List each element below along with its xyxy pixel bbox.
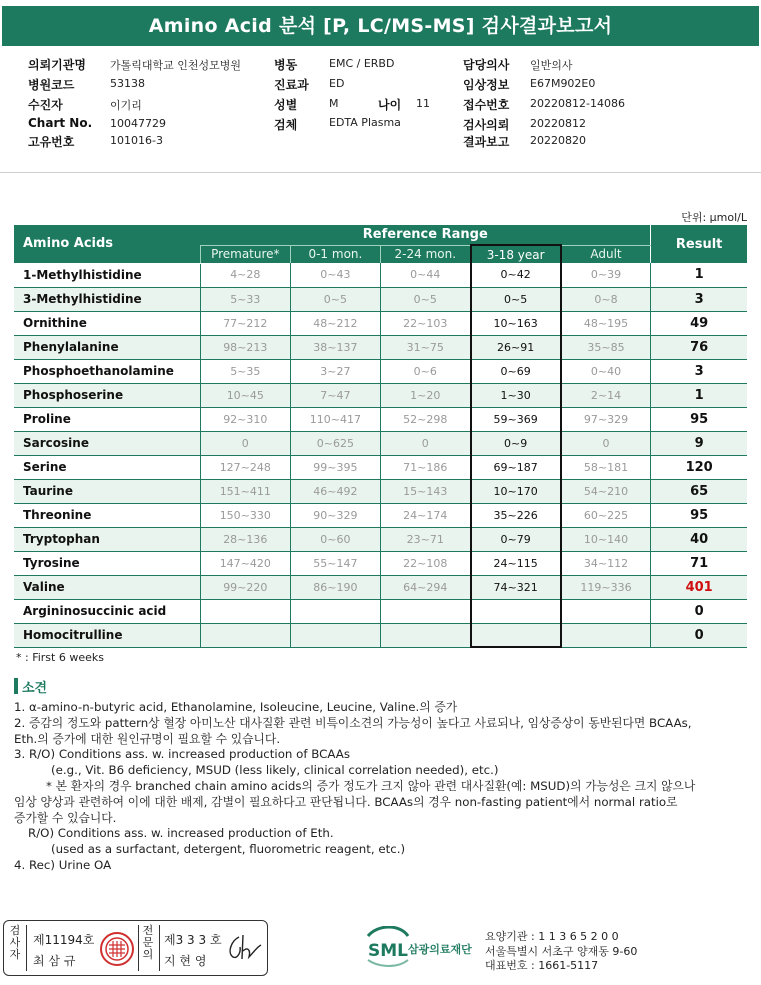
reference-range-cell: 2~14 xyxy=(561,383,651,407)
comment-line: R/O) Conditions ass. w. increased production of Eth. xyxy=(28,826,334,841)
reference-range-cell: 23~71 xyxy=(380,527,470,551)
reference-range-cell: 26~91 xyxy=(471,335,561,359)
reference-range-cell: 5~35 xyxy=(200,359,290,383)
dept-label: 진료과 xyxy=(274,78,309,92)
reference-range-cell: 99~220 xyxy=(200,575,290,599)
reference-range-cell xyxy=(471,623,561,647)
reference-range-cell: 86~190 xyxy=(290,575,380,599)
reference-range-cell: 0~5 xyxy=(290,287,380,311)
svg-text:SML: SML xyxy=(368,941,408,961)
institution-value: 가톨릭대학교 인천성모병원 xyxy=(110,59,242,72)
col-amino-acids: Amino Acids xyxy=(14,225,200,263)
request-label: 검사의뢰 xyxy=(463,118,510,132)
reference-range-cell xyxy=(290,623,380,647)
reference-range-cell: 90~329 xyxy=(290,503,380,527)
reference-range-cell: 0~40 xyxy=(561,359,651,383)
clinical-label: 임상정보 xyxy=(463,78,510,92)
reference-range-cell xyxy=(561,623,651,647)
reference-range-cell: 0~42 xyxy=(471,263,561,287)
tester-name: 최 삼 규 xyxy=(33,954,76,968)
table-row xyxy=(14,575,747,599)
reference-range-cell: 0 xyxy=(380,431,470,455)
reference-range-cell: 10~140 xyxy=(561,527,651,551)
col-result: Result xyxy=(651,225,747,263)
reference-range-cell: 0~5 xyxy=(380,287,470,311)
reference-range-cell xyxy=(290,599,380,623)
amino-acid-name: Tyrosine xyxy=(14,551,200,575)
amino-acid-name: Valine xyxy=(14,575,200,599)
result-value: 3 xyxy=(651,287,747,311)
result-value: 95 xyxy=(651,407,747,431)
reference-range-cell: 46~492 xyxy=(290,479,380,503)
table-row xyxy=(14,479,747,503)
sub-3-18-year: 3-18 year xyxy=(471,245,561,263)
recipient-label: 수진자 xyxy=(28,98,63,112)
amino-acid-name: Argininosuccinic acid xyxy=(14,599,200,623)
reference-range-cell: 0 xyxy=(200,431,290,455)
chart-no-value: 10047729 xyxy=(110,117,166,130)
result-value: 120 xyxy=(651,455,747,479)
result-value: 95 xyxy=(651,503,747,527)
reference-range-cell: 58~181 xyxy=(561,455,651,479)
comment-line: 1. α-amino-n-butyric acid, Ethanolamine, Isoleucine, Leucine, Valine.의 증가 xyxy=(14,700,458,714)
sub-0-1-mon: 0-1 mon. xyxy=(290,245,380,263)
signature-icon xyxy=(223,931,265,963)
reference-range-cell: 0~43 xyxy=(290,263,380,287)
amino-acid-name: Sarcosine xyxy=(14,431,200,455)
reference-range-cell: 3~27 xyxy=(290,359,380,383)
comment-line: * 본 환자의 경우 branched chain amino acids의 증가 정도가 크지 않아 관련 대사질환(예: MSUD)의 가능성은 크지 않으나 xyxy=(46,778,696,793)
specimen-value: EDTA Plasma xyxy=(329,116,401,129)
section-title xyxy=(14,677,47,696)
tester-label: 검사자 xyxy=(9,924,21,961)
reference-range-cell xyxy=(471,599,561,623)
sex-value: M xyxy=(329,97,339,110)
hospital-code-value: 53138 xyxy=(110,77,145,90)
report-title: Amino Acid 분석 [P, LC/MS-MS] 검사결과보고서 xyxy=(2,6,759,46)
comment-line: Eth.의 증가에 대한 원인규명이 필요할 수 있습니다. xyxy=(14,731,281,746)
reference-range-cell: 0~79 xyxy=(471,527,561,551)
table-row xyxy=(14,431,747,455)
reference-range-cell: 38~137 xyxy=(290,335,380,359)
table-row xyxy=(14,407,747,431)
amino-acid-name: Serine xyxy=(14,455,200,479)
signature-box xyxy=(3,920,268,976)
sex-label: 성별 xyxy=(274,98,298,112)
doctor-label: 담당의사 xyxy=(463,58,510,72)
institution-label: 의뢰기관명 xyxy=(28,58,86,72)
table-row xyxy=(14,455,747,479)
header-band xyxy=(0,0,761,50)
result-value: 401 xyxy=(651,575,747,599)
reference-range-cell: 48~195 xyxy=(561,311,651,335)
reference-range-cell: 34~112 xyxy=(561,551,651,575)
lab-code: 요양기관 : 1 1 3 6 5 2 0 0 xyxy=(485,930,619,943)
reference-range-cell: 92~310 xyxy=(200,407,290,431)
reference-range-cell: 127~248 xyxy=(200,455,290,479)
receipt-label: 접수번호 xyxy=(463,98,510,112)
dept-value: ED xyxy=(329,77,345,90)
reference-range-cell: 0~69 xyxy=(471,359,561,383)
reference-range-cell: 147~420 xyxy=(200,551,290,575)
divider xyxy=(159,925,160,971)
comment-line: 3. R/O) Conditions ass. w. increased production of BCAAs xyxy=(14,747,351,762)
reference-range-cell xyxy=(561,599,651,623)
chart-no-label: Chart No. xyxy=(28,116,93,130)
reference-range-cell: 0~60 xyxy=(290,527,380,551)
reference-range-cell: 24~174 xyxy=(380,503,470,527)
unique-no-value: 101016-3 xyxy=(110,134,163,147)
result-value: 1 xyxy=(651,263,747,287)
table-row xyxy=(14,623,747,647)
table-row xyxy=(14,335,747,359)
footnote: * : First 6 weeks xyxy=(16,651,104,664)
specialist-name: 지 현 영 xyxy=(164,954,207,968)
reference-range-cell: 59~369 xyxy=(471,407,561,431)
reference-range-cell: 28~136 xyxy=(200,527,290,551)
reference-range-cell: 22~108 xyxy=(380,551,470,575)
table-row xyxy=(14,287,747,311)
reference-range-cell: 74~321 xyxy=(471,575,561,599)
table-row xyxy=(14,599,747,623)
amino-acid-name: Phenylalanine xyxy=(14,335,200,359)
amino-acid-table xyxy=(14,225,747,648)
reference-range-cell xyxy=(200,623,290,647)
reference-range-cell: 10~45 xyxy=(200,383,290,407)
reference-range-cell: 5~33 xyxy=(200,287,290,311)
seal-icon xyxy=(99,931,135,967)
table-row xyxy=(14,263,747,287)
reference-range-cell: 55~147 xyxy=(290,551,380,575)
reference-range-cell: 0 xyxy=(561,431,651,455)
divider xyxy=(26,925,27,971)
patient-info xyxy=(0,56,761,156)
amino-acid-name: Taurine xyxy=(14,479,200,503)
col-reference-range: Reference Range xyxy=(200,225,651,245)
result-value: 40 xyxy=(651,527,747,551)
reference-range-cell: 0~6 xyxy=(380,359,470,383)
amino-acid-name: Homocitrulline xyxy=(14,623,200,647)
tester-license-no: 제11194호 xyxy=(33,933,95,947)
result-value: 49 xyxy=(651,311,747,335)
comment-line: (e.g., Vit. B6 deficiency, MSUD (less likely, clinical correlation needed), etc.) xyxy=(51,763,499,778)
sub-premature: Premature* xyxy=(200,245,290,263)
reference-range-cell: 69~187 xyxy=(471,455,561,479)
reference-range-cell: 98~213 xyxy=(200,335,290,359)
comment-line: (used as a surfactant, detergent, fluorometric reagent, etc.) xyxy=(51,842,406,857)
reference-range-cell: 64~294 xyxy=(380,575,470,599)
amino-acid-name: Tryptophan xyxy=(14,527,200,551)
comments xyxy=(14,700,749,874)
reference-range-cell: 31~75 xyxy=(380,335,470,359)
result-value: 3 xyxy=(651,359,747,383)
section-title-text: 소견 xyxy=(22,681,48,696)
reference-range-cell: 0~8 xyxy=(561,287,651,311)
reference-range-cell: 0~5 xyxy=(471,287,561,311)
table-row xyxy=(14,551,747,575)
result-value: 1 xyxy=(651,383,747,407)
reference-range-cell: 1~30 xyxy=(471,383,561,407)
reference-range-cell xyxy=(380,623,470,647)
result-value: 65 xyxy=(651,479,747,503)
result-value: 9 xyxy=(651,431,747,455)
reference-range-cell: 0~44 xyxy=(380,263,470,287)
result-value: 0 xyxy=(651,623,747,647)
reference-range-cell: 24~115 xyxy=(471,551,561,575)
reference-range-cell: 0~9 xyxy=(471,431,561,455)
divider xyxy=(138,925,139,971)
amino-acid-name: 1-Methylhistidine xyxy=(14,263,200,287)
result-value: 71 xyxy=(651,551,747,575)
request-value: 20220812 xyxy=(530,117,586,130)
amino-acid-name: Phosphoserine xyxy=(14,383,200,407)
reference-range-cell: 35~226 xyxy=(471,503,561,527)
hospital-code-label: 병원코드 xyxy=(28,78,75,92)
age-label: 나이 xyxy=(378,98,402,112)
lab-info xyxy=(485,930,637,974)
table-row xyxy=(14,527,747,551)
amino-acid-name: Phosphoethanolamine xyxy=(14,359,200,383)
reference-range-cell: 1~20 xyxy=(380,383,470,407)
table-row xyxy=(14,359,747,383)
reference-range-cell: 97~329 xyxy=(561,407,651,431)
reference-range-cell: 119~336 xyxy=(561,575,651,599)
receipt-value: 20220812-14086 xyxy=(530,97,625,110)
comment-line: 4. Rec) Urine OA xyxy=(14,857,112,872)
ward-label: 병동 xyxy=(274,58,298,72)
comment-line: 임상 양상과 관련하여 이에 대한 배제, 감별이 필요하다고 판단됩니다. BCAAs의 경우 non-fasting patient에서 normal ratio로 xyxy=(14,794,678,809)
clinical-value: E67M902E0 xyxy=(530,77,596,90)
reference-range-cell: 10~163 xyxy=(471,311,561,335)
age-value: 11 xyxy=(416,97,430,110)
report-value: 20220820 xyxy=(530,134,586,147)
specialist-license-no: 제3 3 3 호 xyxy=(164,933,222,947)
reference-range-cell: 52~298 xyxy=(380,407,470,431)
report-label: 결과보고 xyxy=(463,135,510,149)
result-value: 76 xyxy=(651,335,747,359)
reference-range-cell: 54~210 xyxy=(561,479,651,503)
reference-range-cell: 99~395 xyxy=(290,455,380,479)
reference-range-cell: 48~212 xyxy=(290,311,380,335)
amino-acid-name: Ornithine xyxy=(14,311,200,335)
reference-range-cell: 7~47 xyxy=(290,383,380,407)
reference-range-cell: 4~28 xyxy=(200,263,290,287)
comment-line: 증가할 수 있습니다. xyxy=(14,810,117,825)
specimen-label: 검체 xyxy=(274,118,298,132)
lab-address: 서울특별시 서초구 양재동 9-60 xyxy=(485,944,638,958)
recipient-value: 이기리 xyxy=(110,99,142,112)
doctor-value: 일반의사 xyxy=(530,59,573,72)
lab-phone: 대표번호 : 1661-5117 xyxy=(485,959,599,972)
amino-acid-name: Threonine xyxy=(14,503,200,527)
sub-adult: Adult xyxy=(561,245,651,263)
reference-range-cell: 0~625 xyxy=(290,431,380,455)
amino-acid-name: 3-Methylhistidine xyxy=(14,287,200,311)
sub-2-24-mon: 2-24 mon. xyxy=(380,245,470,263)
reference-range-cell xyxy=(380,599,470,623)
unique-no-label: 고유번호 xyxy=(28,135,75,149)
reference-range-cell: 15~143 xyxy=(380,479,470,503)
reference-range-cell xyxy=(200,599,290,623)
reference-range-cell: 77~212 xyxy=(200,311,290,335)
lab-name: 삼광의료재단 xyxy=(408,943,472,956)
reference-range-cell: 71~186 xyxy=(380,455,470,479)
reference-range-cell: 110~417 xyxy=(290,407,380,431)
reference-range-cell: 35~85 xyxy=(561,335,651,359)
divider xyxy=(0,172,761,173)
table-row xyxy=(14,503,747,527)
reference-range-cell: 150~330 xyxy=(200,503,290,527)
reference-range-cell: 151~411 xyxy=(200,479,290,503)
unit-label: 단위: μmol/L xyxy=(681,211,747,224)
reference-range-cell: 10~170 xyxy=(471,479,561,503)
ward-value: EMC / ERBD xyxy=(329,57,395,70)
specialist-label: 전문의 xyxy=(142,924,154,961)
reference-range-cell: 0~39 xyxy=(561,263,651,287)
table-row xyxy=(14,311,747,335)
result-value: 0 xyxy=(651,599,747,623)
table-row xyxy=(14,383,747,407)
amino-acid-name: Proline xyxy=(14,407,200,431)
comment-line: 2. 증감의 정도와 pattern상 혈장 아미노산 대사질환 관련 비특이소견의 가능성이 높다고 사료되나, 임상증상이 동반된다면 BCAAs, xyxy=(14,715,692,730)
reference-range-cell: 22~103 xyxy=(380,311,470,335)
reference-range-cell: 60~225 xyxy=(561,503,651,527)
